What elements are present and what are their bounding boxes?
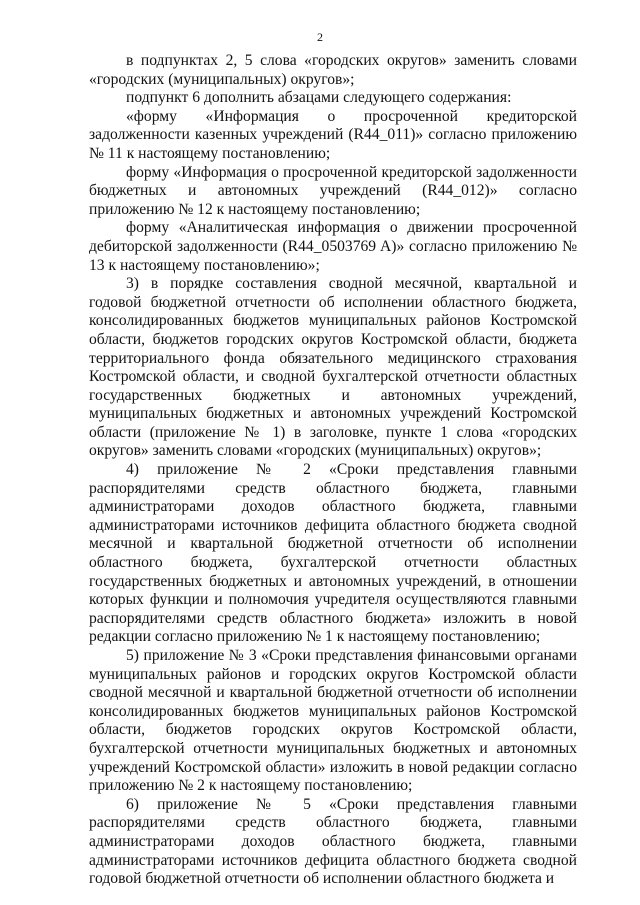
paragraph: 3) в порядке составления сводной месячной, квартальной и годовой бюджетной отчетности об исполнении областного бюджета, консолидированных бюджетов муниципальных районов Костромской области, бюджетов городских округов Костромской области, бюджета территориального фонда обязательного медицинского страхования Костромской области, и сводной бухгалтерской отчетности областных государственных бюджетных и автономных учреждений, муниципальных бюджетных и автономных учреждений Костромской области (приложение № 1) в заголовке, пункте 1 слова «городских округов» заменить словами «городских (муниципальных) округов»;	[89, 275, 577, 460]
paragraph: 4) приложение № 2 «Сроки представления главными распорядителями средств областного бюджета, главными администраторами доходов областного бюджета, главными администраторами источников дефицита областного бюджета сводной месячной и квартальной бюджетной отчетности об исполнении областного бюджета, бухгалтерской отчетности областных государственных бюджетных и автономных учреждений, в отношении которых функции и полномочия учредителя осуществляются главными распорядителями средств областного бюджета» изложить в новой редакции согласно приложению № 1 к настоящему постановлению;	[89, 461, 577, 646]
page-number: 2	[317, 30, 323, 44]
paragraph: форму «Информация о просроченной кредиторской задолженности бюджетных и автономных учреждений (R44_012)» согласно приложению № 12 к настоящему постановлению;	[89, 163, 577, 218]
paragraph: 5) приложение № 3 «Сроки представления финансовыми органами муниципальных районов и городских округов Костромской области сводной месячной и квартальной бюджетной отчетности об исполнении консолидированных бюджетов муниципальных районов Костромской области, бюджетов городских округов Костромской области, бухгалтерской отчетности муниципальных бюджетных и автономных учреждений Костромской области» изложить в новой редакции согласно приложению № 2 к настоящему постановлению;	[89, 647, 577, 795]
paragraph: в подпунктах 2, 5 слова «городских округов» заменить словами «городских (муниципальных) округов»;	[89, 52, 577, 88]
document-body	[89, 52, 577, 889]
paragraph: «форму «Информация о просроченной кредиторской задолженности казенных учреждений (R44_011)» согласно приложению № 11 к настоящему постановлению;	[89, 107, 577, 162]
paragraph: 6) приложение № 5 «Сроки представления главными распорядителями средств областного бюджета, главными администраторами доходов областного бюджета, главными администраторами источников дефицита областного бюджета сводной годовой бюджетной отчетности об исполнении областного бюджета и	[89, 795, 577, 888]
paragraph: форму «Аналитическая информация о движении просроченной дебиторской задолженности (R44_0503769 A)» согласно приложению № 13 к настоящему постановлению»;	[89, 219, 577, 274]
paragraph: подпункт 6 дополнить абзацами следующего содержания:	[126, 89, 512, 107]
